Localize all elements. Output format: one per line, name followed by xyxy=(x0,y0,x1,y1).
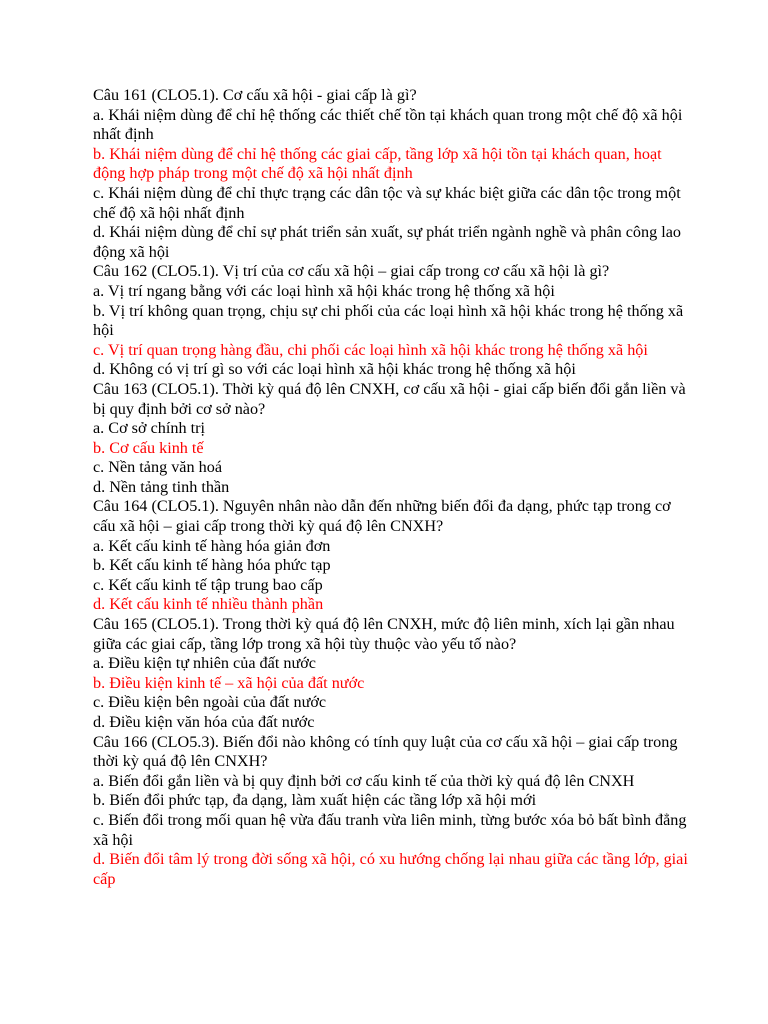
question-164-option-c: c. Kết cấu kinh tế tập trung bao cấp xyxy=(93,575,323,594)
question-164-option-a: a. Kết cấu kinh tế hàng hóa giản đơn xyxy=(93,536,331,555)
question-164: Câu 164 (CLO5.1). Nguyên nhân nào dẫn đến những biến đổi đa dạng, phức tạp trong cơ cấu xã hội – giai cấp trong thời kỳ quá độ lên CNXH? xyxy=(93,497,671,536)
question-161-option-c: c. Khái niệm dùng để chỉ thực trạng các dân tộc và sự khác biệt giữa các dân tộc trong một chế độ xã hội nhất định xyxy=(93,183,681,222)
question-164-option-b: b. Kết cấu kinh tế hàng hóa phức tạp xyxy=(93,556,331,575)
question-166-option-c: c. Biến đổi trong mối quan hệ vừa đấu tranh vừa liên minh, từng bước xóa bỏ bất bình đẳng xã hội xyxy=(93,810,687,849)
question-163-option-d: d. Nền tảng tinh thần xyxy=(93,477,230,496)
question-166-option-a: a. Biến đổi gắn liền và bị quy định bởi cơ cấu kinh tế của thời kỳ quá độ lên CNXH xyxy=(93,771,635,790)
question-162: Câu 162 (CLO5.1). Vị trí của cơ cấu xã hội – giai cấp trong cơ cấu xã hội là gì? xyxy=(93,262,610,281)
question-166-option-d-correct: d. Biến đổi tâm lý trong đời sống xã hội, có xu hướng chống lại nhau giữa các tầng lớp, giai cấp xyxy=(93,850,688,888)
question-161-option-d: d. Khái niệm dùng để chỉ sự phát triển sản xuất, sự phát triển ngành nghề và phân công lao động xã hội xyxy=(93,223,682,261)
question-162-option-b: b. Vị trí không quan trọng, chịu sự chi phối của các loại hình xã hội khác trong hệ thống xã hội xyxy=(93,301,684,340)
question-163-option-c: c. Nền tảng văn hoá xyxy=(93,458,223,477)
document-page xyxy=(93,86,693,889)
question-165-option-c: c. Điều kiện bên ngoài của đất nước xyxy=(93,693,327,712)
question-163: Câu 163 (CLO5.1). Thời kỳ quá độ lên CNXH, cơ cấu xã hội - giai cấp biến đổi gắn liền và bị quy định bởi cơ sở nào? xyxy=(93,379,686,418)
question-165: Câu 165 (CLO5.1). Trong thời kỳ quá độ lên CNXH, mức độ liên minh, xích lại gần nhau giữa các giai cấp, tầng lớp trong xã hội tùy thuộc vào yếu tố nào? xyxy=(93,615,675,653)
question-163-option-b-correct: b. Cơ cấu kinh tế xyxy=(93,438,204,457)
question-161: Câu 161 (CLO5.1). Cơ cấu xã hội - giai cấp là gì? xyxy=(93,86,417,104)
question-162-option-c-correct: c. Vị trí quan trọng hàng đầu, chi phối các loại hình xã hội khác trong hệ thống xã hội xyxy=(93,340,648,359)
question-164-option-d-correct: d. Kết cấu kinh tế nhiều thành phần xyxy=(93,595,324,614)
question-166: Câu 166 (CLO5.3). Biến đổi nào không có tính quy luật của cơ cấu xã hội – giai cấp trong thời kỳ quá độ lên CNXH? xyxy=(93,732,678,771)
question-162-option-d: d. Không có vị trí gì so với các loại hình xã hội khác trong hệ thống xã hội xyxy=(93,360,576,379)
question-161-option-b-correct: b. Khái niệm dùng để chỉ hệ thống các giai cấp, tầng lớp xã hội tồn tại khách quan, hoạt động hợp pháp trong một chế độ xã hội nhất định xyxy=(93,144,662,183)
question-165-option-d: d. Điều kiện văn hóa của đất nước xyxy=(93,713,315,731)
question-162-option-a: a. Vị trí ngang bằng với các loại hình xã hội khác trong hệ thống xã hội xyxy=(93,281,555,300)
question-166-option-b: b. Biến đổi phức tạp, đa dạng, làm xuất hiện các tầng lớp xã hội mới xyxy=(93,791,537,810)
question-161-option-a: a. Khái niệm dùng để chỉ hệ thống các thiết chế tồn tại khách quan trong một chế độ xã hội nhất định xyxy=(93,105,683,144)
question-165-option-a: a. Điều kiện tự nhiên của đất nước xyxy=(93,654,316,673)
question-165-option-b-correct: b. Điều kiện kinh tế – xã hội của đất nước xyxy=(93,673,365,692)
question-163-option-a: a. Cơ sở chính trị xyxy=(93,419,205,438)
